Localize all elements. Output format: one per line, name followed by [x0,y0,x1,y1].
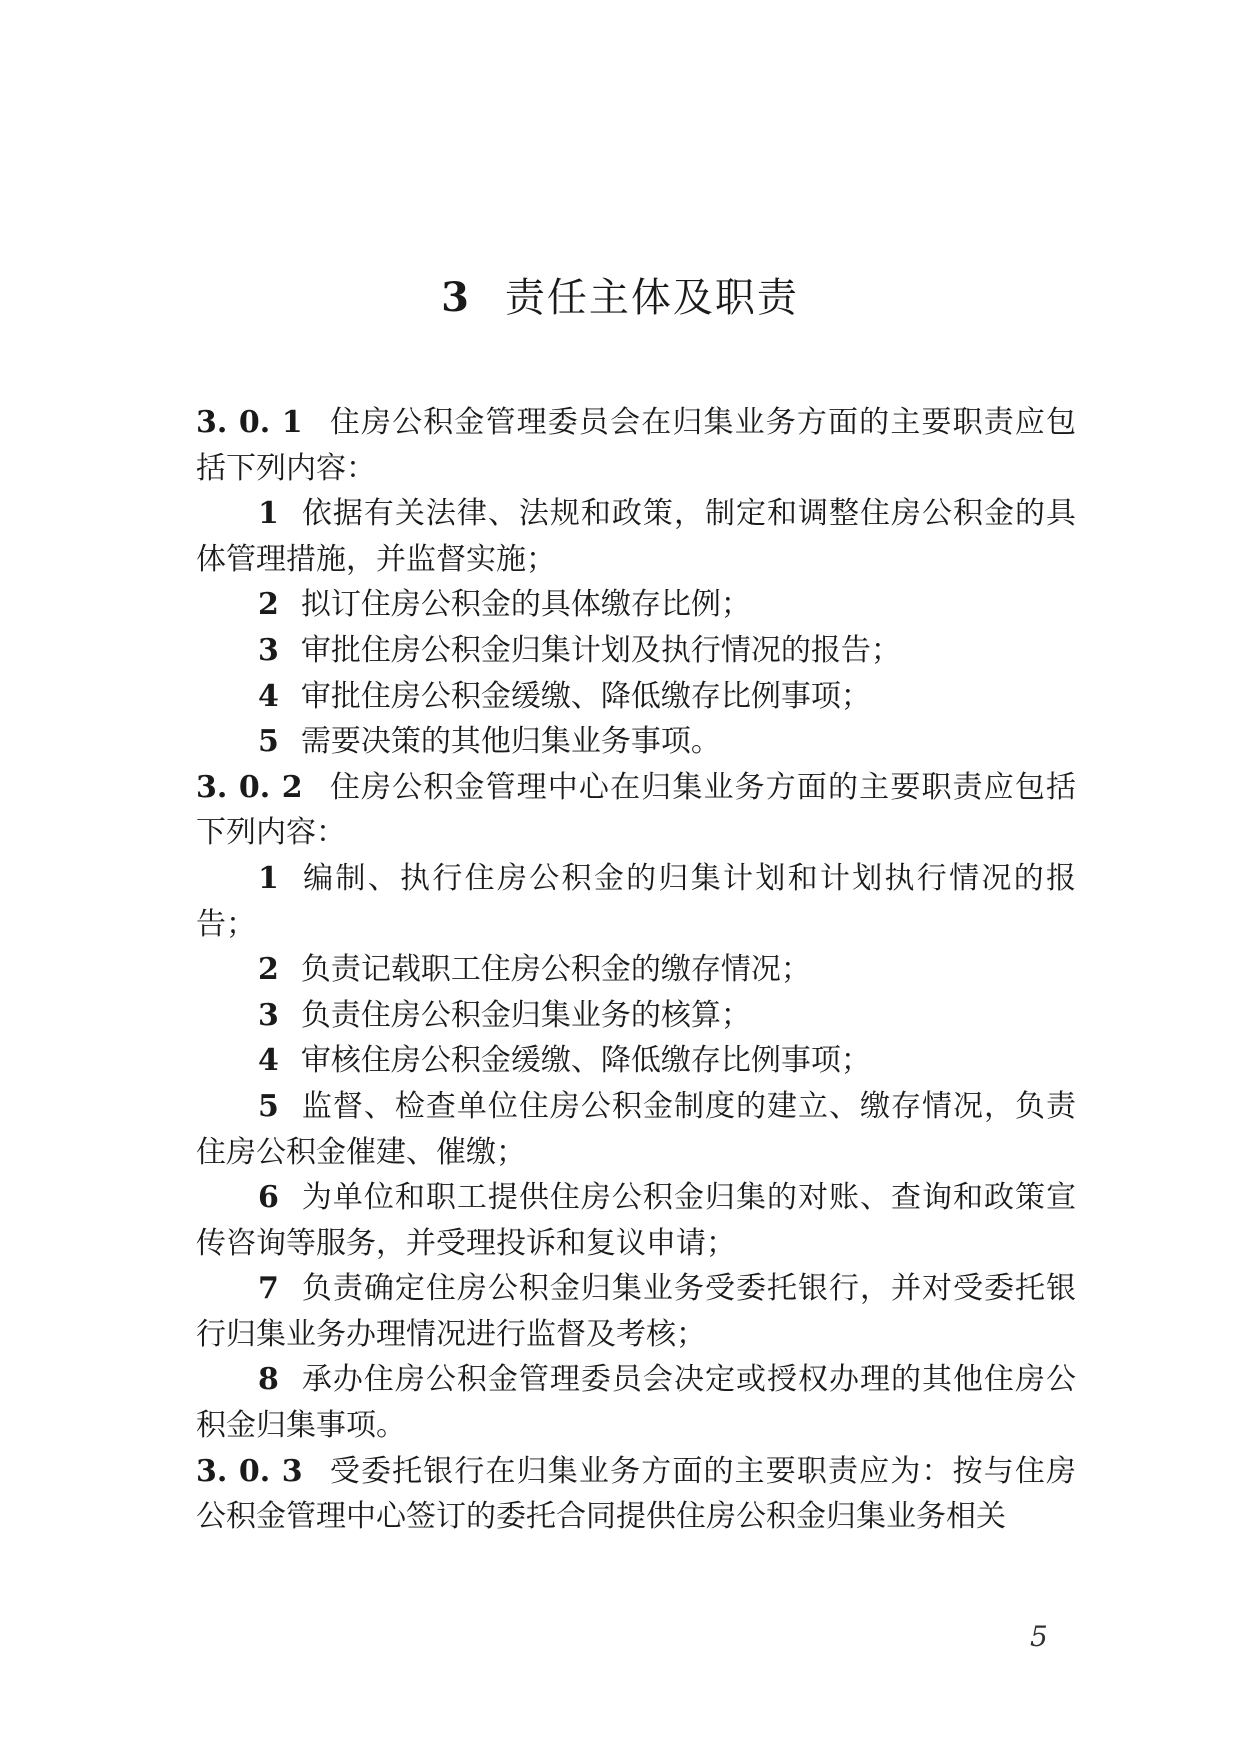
item-number: 2 [258,587,279,623]
list-item [196,674,1076,720]
list-item [196,582,1076,628]
item-number: 2 [258,952,279,988]
list-item [196,719,1076,765]
chapter-number: 3 [441,274,471,321]
item-number: 5 [258,1088,279,1124]
list-item [196,491,1076,582]
item-number: 7 [258,1271,279,1307]
chapter-title [0,268,1240,328]
clause-number: 3. 0. 2 [196,769,303,805]
item-number: 6 [258,1180,279,1216]
item-text: 监督、检查单位住房公积金制度的建立、缴存情况，负责住房公积金催建、催缴； [196,1088,1076,1170]
list-item [196,628,1076,674]
clause-number: 3. 0. 3 [196,1453,303,1489]
clause-3-0-2 [196,765,1076,856]
item-number: 1 [258,496,279,532]
list-item [196,856,1076,947]
document-body [196,400,1076,1540]
item-number: 3 [258,997,279,1033]
clause-intro: 住房公积金管理中心在归集业务方面的主要职责应包括下列内容： [196,769,1077,851]
item-text: 审批住房公积金归集计划及执行情况的报告； [300,632,901,668]
page-number: 5 [1030,1620,1048,1653]
list-item [196,1038,1076,1084]
item-text: 需要决策的其他归集业务事项。 [300,724,721,760]
item-number: 4 [258,1043,279,1079]
item-text: 负责确定住房公积金归集业务受委托银行，并对受委托银行归集业务办理情况进行监督及考核； [196,1271,1076,1352]
item-text: 为单位和职工提供住房公积金归集的对账、查询和政策宣传咨询等服务，并受理投诉和复议申请； [196,1180,1076,1261]
clause-number: 3. 0. 1 [196,405,303,440]
item-text: 负责住房公积金归集业务的核算； [300,997,751,1033]
item-number: 8 [258,1362,279,1398]
item-text: 承办住房公积金管理委员会决定或授权办理的其他住房公积金归集事项。 [196,1362,1076,1444]
clause-intro: 受委托银行在归集业务方面的主要职责应为：按与住房公积金管理中心签订的委托合同提供住房公积金归集业务相关 [196,1453,1077,1535]
item-text: 负责记载职工住房公积金的缴存情况； [300,952,811,988]
list-item [196,1266,1076,1357]
chapter-title-text: 责任主体及职责 [504,275,799,321]
clause-3-0-3 [196,1449,1076,1540]
list-item [196,993,1076,1039]
item-number: 4 [258,678,279,714]
item-text: 审核住房公积金缓缴、降低缴存比例事项； [300,1043,871,1079]
item-text: 依据有关法律、法规和政策，制定和调整住房公积金的具体管理措施，并监督实施； [196,496,1076,577]
list-item [196,947,1076,993]
clause-intro: 住房公积金管理委员会在归集业务方面的主要职责应包括下列内容： [196,405,1077,486]
item-text: 审批住房公积金缓缴、降低缴存比例事项； [300,678,871,714]
item-text: 拟订住房公积金的具体缴存比例； [300,587,751,623]
item-number: 3 [258,632,279,668]
list-item [196,1175,1076,1266]
item-number: 5 [258,724,279,760]
list-item [196,1357,1076,1448]
clause-3-0-1 [196,400,1076,491]
list-item [196,1084,1076,1175]
item-number: 1 [258,860,279,896]
item-text: 编制、执行住房公积金的归集计划和计划执行情况的报告； [196,860,1076,942]
